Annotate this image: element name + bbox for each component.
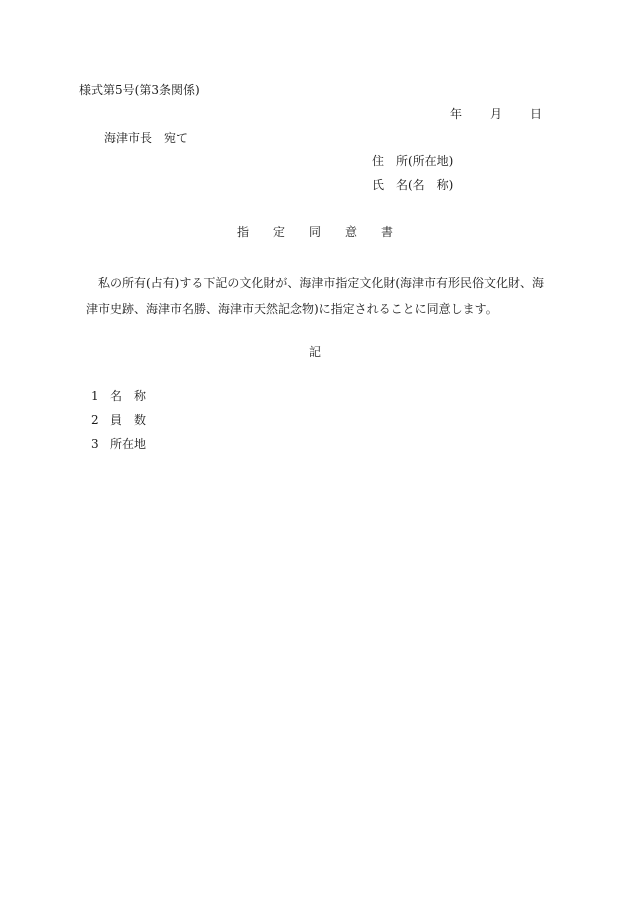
addressee: 海津市長 宛て <box>104 131 189 145</box>
item-label: 所在地 <box>110 437 147 451</box>
document-title <box>0 226 630 238</box>
item-label: 名 称 <box>110 389 147 403</box>
item-label: 員 数 <box>110 413 147 427</box>
form-number: 様式第5号(第3条関係) <box>79 83 200 97</box>
title-char: 定 <box>272 225 285 239</box>
item-number: 1 <box>91 389 99 403</box>
title-char: 指 <box>236 225 249 239</box>
title-char: 書 <box>381 225 394 239</box>
item-number: 2 <box>91 413 99 427</box>
title-char: 意 <box>345 225 358 239</box>
date-line <box>450 108 542 120</box>
list-item <box>91 438 146 450</box>
title-char: 同 <box>308 225 321 239</box>
applicant-name-label: 氏 名(名 称) <box>372 178 454 192</box>
item-number: 3 <box>91 437 99 451</box>
list-item <box>91 390 146 402</box>
applicant-address-label: 住 所(所在地) <box>372 154 454 168</box>
date-day-label: 日 <box>530 107 543 121</box>
date-month-label: 月 <box>490 107 503 121</box>
consent-body-text: 私の所有(占有)する下記の文化財が、海津市指定文化財(海津市有形民俗文化財、海津市史跡、海津市名勝、海津市天然記念物)に指定されることに同意します。 <box>86 276 545 316</box>
date-year-label: 年 <box>450 107 463 121</box>
note-heading: 記 <box>308 345 321 359</box>
list-item <box>91 414 146 426</box>
